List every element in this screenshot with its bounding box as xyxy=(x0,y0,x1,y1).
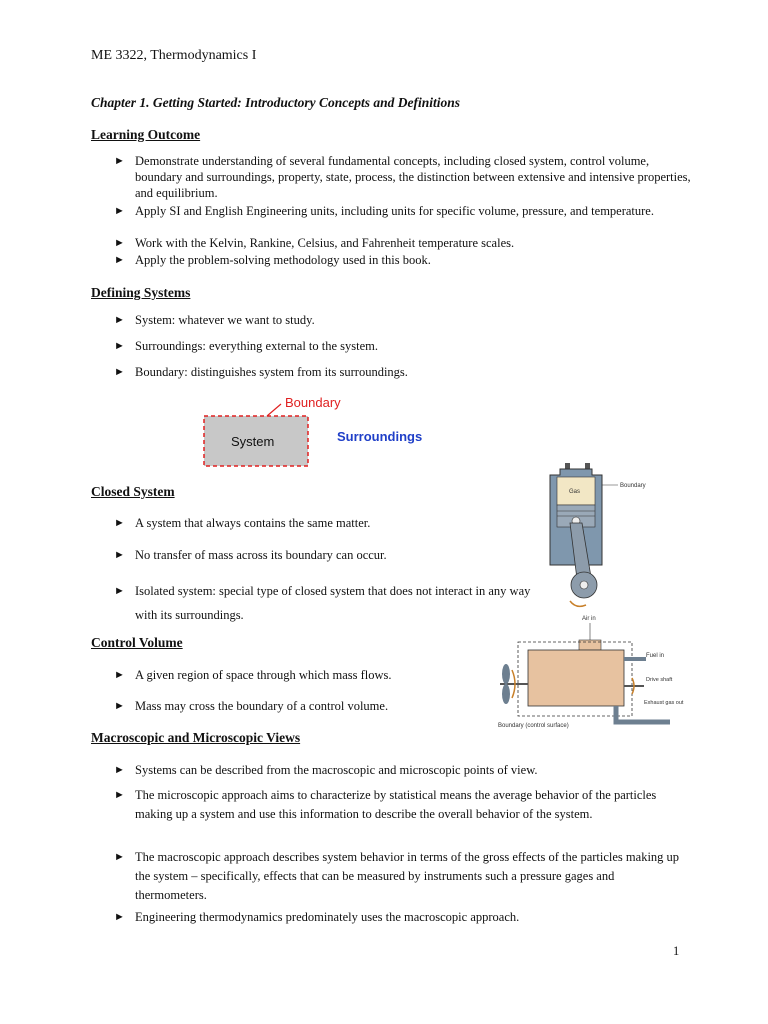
heading-learning-outcome: Learning Outcome xyxy=(91,127,201,142)
boundary-pointer xyxy=(267,404,281,416)
page-number: 1 xyxy=(673,944,680,958)
bullet-icon: ► xyxy=(114,254,125,266)
boundary-label: Boundary xyxy=(285,395,341,410)
bullet-icon: ► xyxy=(114,789,125,801)
exhaust-label: Exhaust gas out xyxy=(644,700,684,706)
bullet-icon: ► xyxy=(114,549,125,561)
fuel-in-label: Fuel in xyxy=(646,653,665,659)
bullet-icon: ► xyxy=(114,205,125,217)
air-in-label: Air in xyxy=(582,616,596,622)
course-title: ME 3322, Thermodynamics I xyxy=(91,48,257,63)
bullet-icon: ► xyxy=(114,517,125,529)
bullet-icon: ► xyxy=(114,851,125,863)
system-boundary-diagram xyxy=(195,390,445,472)
rotation-arrow-icon xyxy=(570,601,586,606)
chapter-title: Chapter 1. Getting Started: Introductory Concepts and Definitions xyxy=(91,95,461,110)
system-label: System xyxy=(231,434,275,449)
heading-views: Macroscopic and Microscopic Views xyxy=(91,730,301,745)
bullet-icon: ► xyxy=(114,700,125,712)
heading-closed-system: Closed System xyxy=(91,484,175,499)
surroundings-label: Surroundings xyxy=(337,429,423,444)
heading-defining-systems: Defining Systems xyxy=(91,285,191,300)
bullet-icon: ► xyxy=(114,237,125,249)
bullet-icon: ► xyxy=(114,911,125,923)
bullet-icon: ► xyxy=(114,585,125,597)
bullet-icon: ► xyxy=(114,340,125,352)
cv-boundary-label: Boundary (control surface) xyxy=(498,723,569,729)
bullet-icon: ► xyxy=(114,155,125,167)
piston-cylinder-figure xyxy=(540,455,670,615)
drive-shaft-label: Drive shaft xyxy=(646,677,673,683)
bullet-icon: ► xyxy=(114,314,125,326)
bullet-icon: ► xyxy=(114,366,125,378)
piston-boundary-label: Boundary xyxy=(620,483,646,489)
gas-label: Gas xyxy=(569,489,581,495)
heading-control-volume: Control Volume xyxy=(91,635,183,650)
bullet-icon: ► xyxy=(114,764,125,776)
bullet-icon: ► xyxy=(114,669,125,681)
